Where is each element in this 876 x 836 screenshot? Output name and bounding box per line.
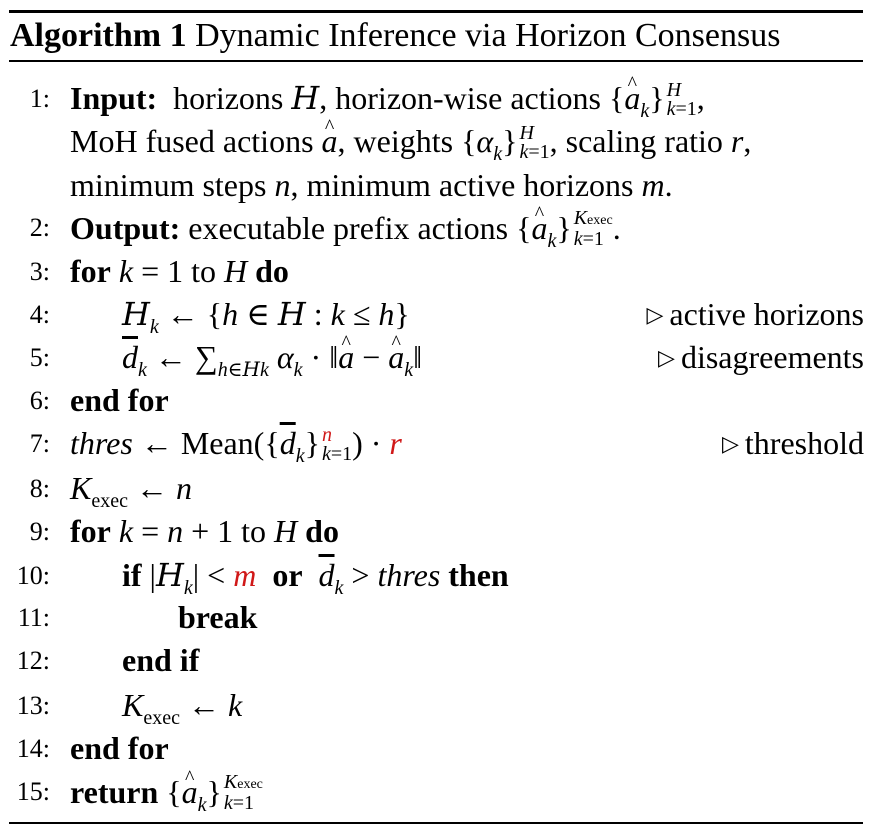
- line-number: 5:: [29, 343, 50, 372]
- thres-var: thres: [377, 557, 441, 593]
- line-number: 7:: [29, 429, 50, 458]
- comment-text: disagreements: [680, 339, 864, 375]
- line-number: 10:: [16, 561, 50, 590]
- text: , weights: [337, 123, 454, 159]
- keyword-output: Output:: [70, 210, 181, 246]
- triangle-right-icon: ▷: [721, 431, 739, 456]
- keyword-if: if: [122, 557, 142, 593]
- line-number: 2:: [29, 213, 50, 242]
- keyword-do: do: [255, 253, 289, 289]
- exec-subscript: exec: [91, 490, 128, 512]
- line-5: $\overline{d}_k$ ← $\sum_{h\in Hk}$ $\alpha_k$ · ‖a ^ − a $\^{}_k‖$: [122, 339, 422, 388]
- line-1-cont: minimum steps n, minimum active horizons m.: [70, 167, 673, 203]
- line-12: [122, 642, 199, 678]
- line-7: thres ← $Mean(\{\overline{d}_k\}$ n k=1 ) · r: [70, 424, 402, 467]
- text: MoH fused actions: [70, 123, 314, 159]
- line-number: 12:: [16, 646, 50, 675]
- keyword-end-if: end if: [122, 642, 200, 678]
- line-number: 14:: [16, 734, 50, 763]
- keyword-or: or: [272, 557, 303, 593]
- text: , minimum active horizons: [290, 167, 634, 203]
- mean-fn: Mean: [180, 425, 254, 461]
- line-9: for k = n + 1 to H do: [70, 513, 339, 549]
- keyword-return: return: [70, 774, 159, 810]
- keyword-for: for: [70, 513, 111, 549]
- thres-var: thres: [70, 425, 133, 461]
- line-number: 1:: [29, 84, 50, 113]
- keyword-to: to: [191, 253, 216, 289]
- text: executable prefix actions: [188, 210, 509, 246]
- line-number: 11:: [17, 603, 50, 632]
- text: minimum steps: [70, 167, 267, 203]
- line-number: 9:: [29, 517, 50, 546]
- exec-subscript: exec: [237, 777, 263, 792]
- line-2: Output: executable prefix actions {a $\^{}_k$} Kexec k=1 .: [70, 209, 621, 259]
- comment-text: active horizons: [669, 296, 864, 332]
- line-number: 6:: [29, 386, 50, 415]
- algorithm-name: Dynamic Inference via Horizon Consensus: [195, 17, 781, 54]
- line-1: Input: horizons H, horizon-wise actions {a $\^{}_k$} H k=1 ,: [70, 80, 705, 129]
- line-8: $K_{exec}$ ← n: [70, 470, 192, 512]
- comment-4: [646, 296, 864, 336]
- title-rule: [9, 60, 863, 62]
- keyword-end-for: end for: [70, 730, 169, 766]
- line-number: 15:: [16, 777, 50, 806]
- keyword-input: Input:: [70, 80, 158, 116]
- text: , horizon-wise actions: [319, 80, 601, 116]
- line-14: [70, 730, 169, 766]
- line-3: for k = 1 to H do: [70, 253, 289, 289]
- line-4: $H_k$ ← {h ∈ H : k ≤ h}: [122, 295, 410, 338]
- keyword-do: do: [305, 513, 339, 549]
- line-number: 8:: [29, 474, 50, 503]
- line-number: 13:: [16, 691, 50, 720]
- comment-5: [658, 339, 864, 379]
- comment-7: [722, 425, 864, 465]
- algorithm-label: Algorithm 1: [10, 17, 187, 54]
- keyword-for: for: [70, 253, 111, 289]
- keyword-to: to: [241, 513, 267, 549]
- triangle-right-icon: ▷: [658, 345, 675, 370]
- keyword-break: break: [178, 599, 258, 635]
- bottom-rule: [9, 822, 863, 824]
- comment-text: threshold: [744, 425, 864, 461]
- algorithm-title: [10, 13, 780, 59]
- keyword-end-for: end for: [70, 382, 169, 418]
- line-15: return {a $\^{}_k$} Kexec k=1: [70, 773, 263, 823]
- line-1-cont: MoH fused actions a ^, weights $\{\alpha_k\}$ H k=1 , scaling ratio r,: [70, 123, 751, 172]
- triangle-right-icon: ▷: [646, 302, 664, 327]
- keyword-then: then: [448, 557, 509, 593]
- exec-subscript: exec: [587, 213, 613, 228]
- exec-subscript: exec: [143, 707, 180, 729]
- text: , scaling ratio: [549, 123, 723, 159]
- line-10: if $|H_k| < m$ or $\overline{d}_k$ > thres then: [122, 556, 509, 599]
- line-6: [70, 382, 169, 418]
- line-13: $K_{exec}$ ← k: [122, 687, 243, 729]
- line-number: 3:: [29, 257, 50, 286]
- text: horizons: [173, 80, 284, 116]
- line-number: 4:: [29, 300, 50, 329]
- line-11: [178, 599, 257, 635]
